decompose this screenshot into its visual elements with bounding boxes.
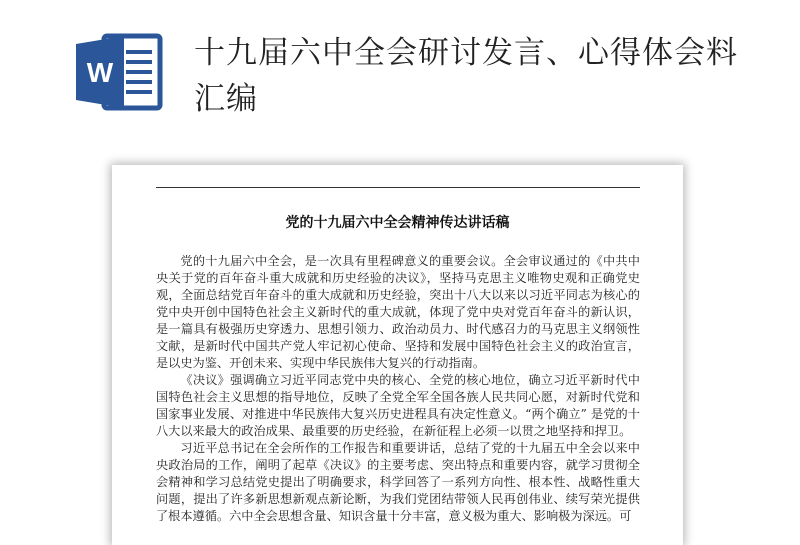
word-icon-letter: W bbox=[86, 57, 114, 88]
word-document-icon bbox=[72, 32, 164, 112]
document-body bbox=[156, 253, 640, 525]
paragraph: 《决议》强调确立习近平同志党中央的核心、全党的核心地位，确立习近平新时代中国特色社会主义思想的指导地位，反映了全党全军全国各族人民共同心愿，对新时代党和国家事业发展、对推进中华民族伟大复兴历史进程具有决定性意义。“两个确立” 是党的十八大以来最大的政治成果、最重要的历史经验，在新征程上必须一以贯之地坚持和捍卫。 bbox=[156, 373, 640, 438]
page-title: 十九届六中全会研讨发言、心得体会料汇编 bbox=[194, 35, 738, 117]
paragraph: 习近平总书记在全会所作的工作报告和重要讲话，总结了党的十九届五中全会以来中央政治局的工作，阐明了起草《决议》的主要考虑、突出特点和重要内容，就学习贯彻全会精神和学习总结党史提出了明确要求，科学回答了一系列方向性、根本性、战略性重大问题，提出了许多新思想新观点新论断，为我们党团结带领人民再创伟业、续写荣光提供了根本遵循。六中全会思想含量、知识含量十分丰富，意义极为重大、影响极为深远。可 bbox=[156, 441, 640, 523]
header-rule bbox=[156, 187, 640, 188]
document-title: 党的十九届六中全会精神传达讲话稿 bbox=[285, 215, 510, 231]
paragraph: 党的十九届六中全会，是一次具有里程碑意义的重要会议。全会审议通过的《中共中央关于党的百年奋斗重大成就和历史经验的决议》，坚持马克思主义唯物史观和正确党史观，全面总结党百年奋斗的重大成就和历史经验，突出十八大以来以习近平同志为核心的党中央开创中国特色社会主义新时代的重大成就，体现了党中央对党百年奋斗的新认识，是一篇具有极强历史穿透力、思想引领力、政治动员力、时代感召力的马克思主义纲领性文献，是新时代中国共产党人牢记初心使命、坚持和发展中国特色社会主义的政治宣言，是以史为鉴、开创未来、实现中华民族伟大复兴的行动指南。 bbox=[156, 254, 640, 370]
document-page bbox=[112, 165, 683, 545]
